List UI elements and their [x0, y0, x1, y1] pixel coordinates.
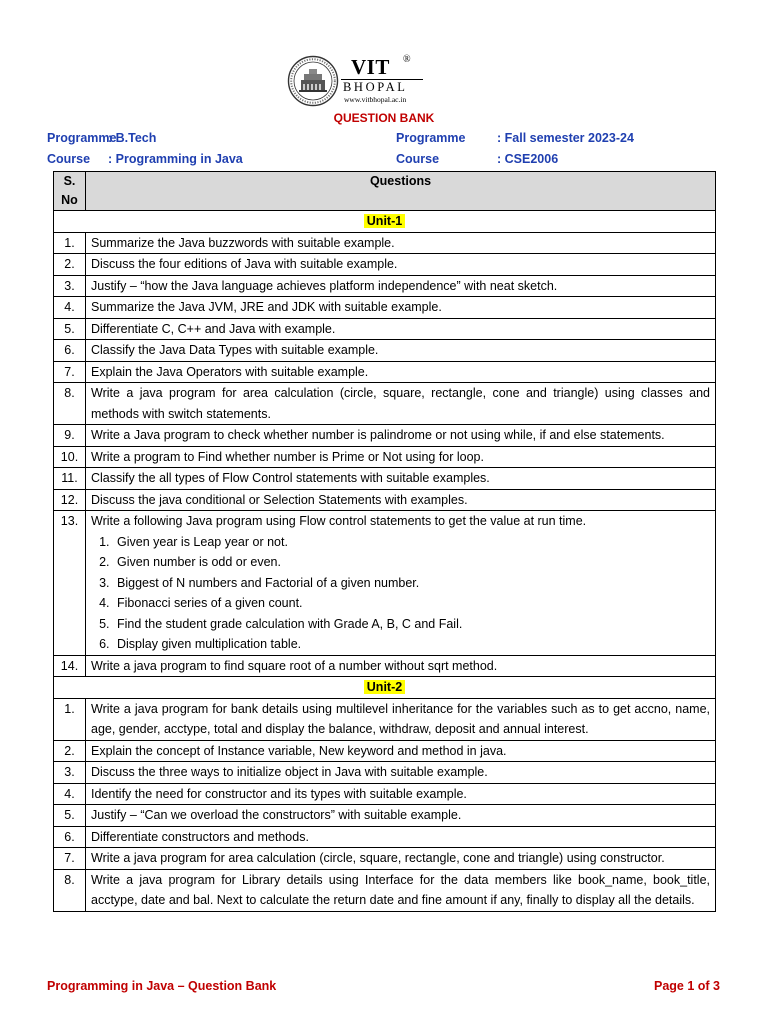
table-row: [54, 826, 716, 848]
table-row: [54, 297, 716, 319]
question-number: 4.: [54, 297, 86, 319]
header-questions: Questions: [86, 172, 716, 211]
meta-value: : Programming in Java: [108, 152, 243, 166]
question-text: Write a java program for area calculation (circle, square, rectangle, cone and triangle) using classes and methods with switch statements.: [86, 383, 716, 425]
question-number: 8.: [54, 383, 86, 425]
document-title: QUESTION BANK: [333, 111, 435, 125]
question-text: Differentiate C, C++ and Java with example.: [86, 318, 716, 340]
logo-registered-mark: ®: [403, 54, 411, 65]
question-text: Justify – “how the Java language achieves platform independence” with neat sketch.: [86, 275, 716, 297]
question-number: 2.: [54, 254, 86, 276]
table-row: [54, 740, 716, 762]
unit-heading: Unit-2: [364, 680, 405, 694]
meta-label: Programme: [396, 131, 466, 145]
unit-heading: Unit-1: [364, 214, 405, 228]
question-number: 8.: [54, 869, 86, 911]
question-number: 5.: [54, 318, 86, 340]
question-number: 1.: [54, 232, 86, 254]
table-row: [54, 361, 716, 383]
question-number: 3.: [54, 762, 86, 784]
sub-question: 6. Display given multiplication table.: [113, 634, 710, 655]
question-number: 12.: [54, 489, 86, 511]
question-text: Summarize the Java JVM, JRE and JDK with suitable example.: [86, 297, 716, 319]
table-row: [54, 489, 716, 511]
footer-page-number: Page 1 of 3: [654, 979, 720, 993]
question-number: 9.: [54, 425, 86, 447]
questions-table: [53, 171, 716, 912]
question-number: 3.: [54, 275, 86, 297]
sub-question: 1. Given year is Leap year or not.: [113, 532, 710, 553]
meta-value: : CSE2006: [497, 152, 559, 166]
table-row: [54, 869, 716, 911]
sub-question: 3. Biggest of N numbers and Factorial of a given number.: [113, 573, 710, 594]
table-row: [54, 655, 716, 677]
meta-left-programme: [47, 131, 157, 145]
table-row: [54, 318, 716, 340]
table-row: [54, 783, 716, 805]
meta-right-programme: [396, 131, 634, 145]
question-number: 2.: [54, 740, 86, 762]
question-text: Write a java program for area calculation (circle, square, rectangle, cone and triangle) using constructor.: [86, 848, 716, 870]
header-sno: S. No: [54, 172, 86, 211]
table-row: [54, 511, 716, 656]
table-row: [54, 848, 716, 870]
logo-city: BHOPAL: [343, 80, 408, 94]
question-text: Discuss the four editions of Java with suitable example.: [86, 254, 716, 276]
question-number: 7.: [54, 848, 86, 870]
meta-value: : B.Tech: [108, 131, 157, 145]
question-number: 13.: [54, 511, 86, 656]
question-number: 5.: [54, 805, 86, 827]
table-row: [54, 762, 716, 784]
question-number: 4.: [54, 783, 86, 805]
question-text: Discuss the java conditional or Selection Statements with examples.: [86, 489, 716, 511]
question-text: Write a Java program to check whether number is palindrome or not using while, if and else statements.: [86, 425, 716, 447]
table-row: [54, 446, 716, 468]
meta-label: Course: [396, 152, 440, 166]
table-row: [54, 232, 716, 254]
question-number: 10.: [54, 446, 86, 468]
university-seal-icon: [287, 55, 339, 107]
table-row: [54, 805, 716, 827]
table-row: [54, 275, 716, 297]
sub-question: 4. Fibonacci series of a given count.: [113, 593, 710, 614]
question-number: 14.: [54, 655, 86, 677]
unit-row: [54, 211, 716, 233]
question-text: Write a program to Find whether number is Prime or Not using for loop.: [86, 446, 716, 468]
logo-name: VIT: [351, 55, 390, 79]
question-number: 7.: [54, 361, 86, 383]
table-row: [54, 425, 716, 447]
unit-row: [54, 677, 716, 699]
table-row: [54, 383, 716, 425]
question-number: 6.: [54, 826, 86, 848]
table-row: [54, 698, 716, 740]
question-text: Classify the all types of Flow Control statements with suitable examples.: [86, 468, 716, 490]
meta-right-course: [396, 152, 559, 166]
table-row: [54, 468, 716, 490]
question-number: 1.: [54, 698, 86, 740]
question-text: Write a java program for Library details using Interface for the data members like book_name, book_title, acctype, date and bal. Next to calculate the return date and fine amount if any, finally to display all the details.: [86, 869, 716, 911]
sub-question-list: [91, 532, 710, 655]
table-header-row: [54, 172, 716, 211]
meta-label: Course: [47, 152, 91, 166]
question-text: Justify – “Can we overload the constructors” with suitable example.: [86, 805, 716, 827]
meta-value: : Fall semester 2023-24: [497, 131, 634, 145]
question-text: Differentiate constructors and methods.: [86, 826, 716, 848]
question-text: Write a java program to find square root of a number without sqrt method.: [86, 655, 716, 677]
question-text: Identify the need for constructor and its types with suitable example.: [86, 783, 716, 805]
vit-logo: [287, 55, 427, 107]
footer-title: Programming in Java – Question Bank: [47, 979, 277, 993]
table-row: [54, 340, 716, 362]
question-number: 11.: [54, 468, 86, 490]
question-text: Write a java program for bank details using multilevel inheritance for the variables such as to get accno, name, age, gender, acctype, total and display the balance, withdraw, deposit and annual interest.: [86, 698, 716, 740]
sub-question: 5. Find the student grade calculation with Grade A, B, C and Fail.: [113, 614, 710, 635]
question-text: Explain the concept of Instance variable, New keyword and method in java.: [86, 740, 716, 762]
question-text: Write a following Java program using Flow control statements to get the value at run time.: [91, 514, 587, 528]
table-row: [54, 254, 716, 276]
question-text: Discuss the three ways to initialize object in Java with suitable example.: [86, 762, 716, 784]
logo-website: www.vitbhopal.ac.in: [344, 95, 407, 104]
sub-question: 2. Given number is odd or even.: [113, 552, 710, 573]
meta-label: Programme: [47, 131, 117, 145]
question-text: Classify the Java Data Types with suitable example.: [86, 340, 716, 362]
question-text: Explain the Java Operators with suitable example.: [86, 361, 716, 383]
meta-left-course: [47, 152, 243, 166]
question-text: Summarize the Java buzzwords with suitable example.: [86, 232, 716, 254]
question-number: 6.: [54, 340, 86, 362]
